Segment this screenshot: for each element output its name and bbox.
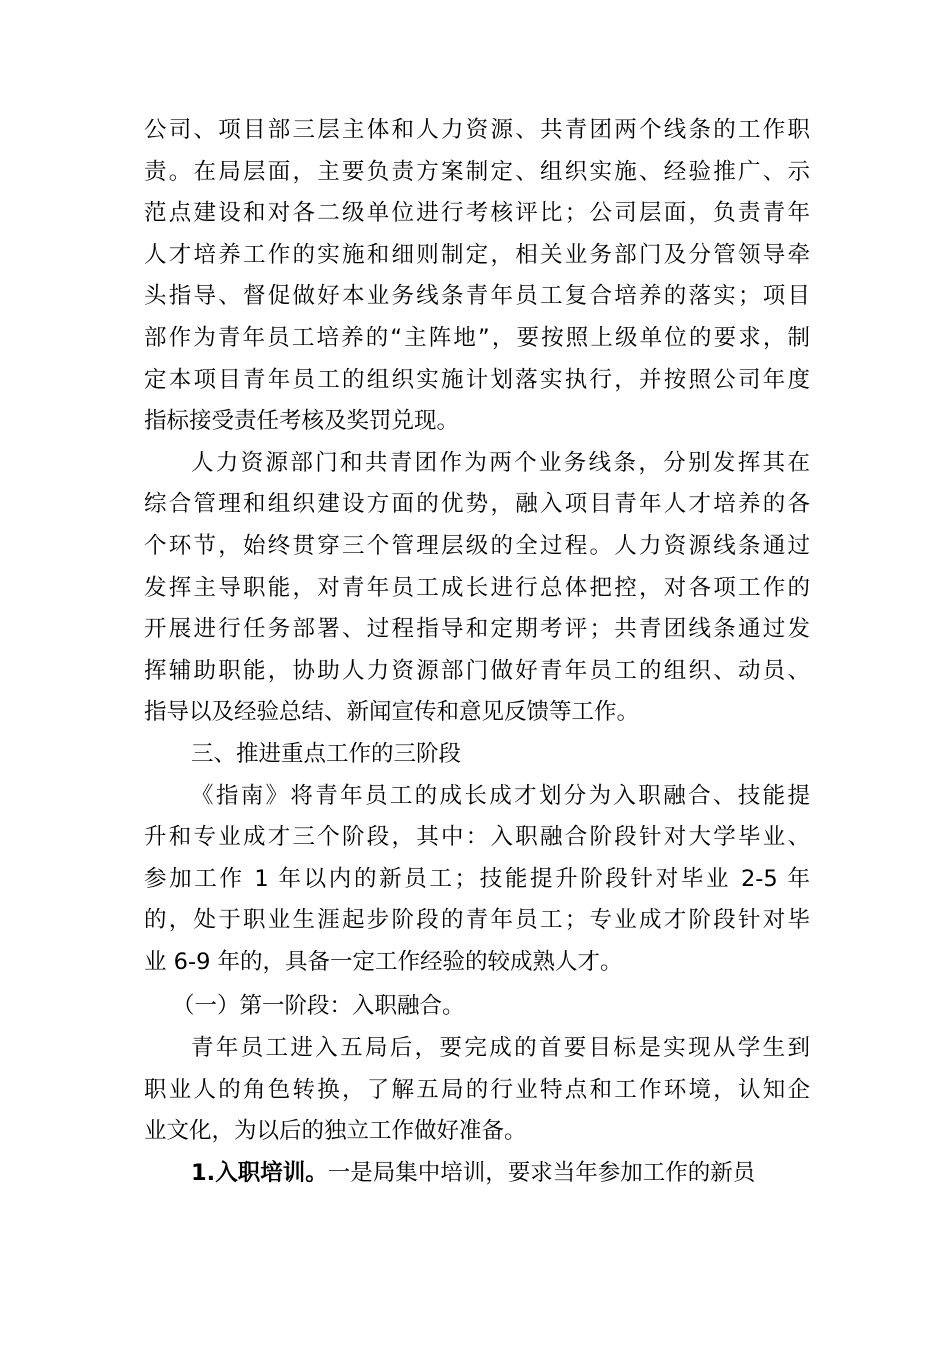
text-line: 青年员工进入五局后，要完成的首要目标是实现从学生到 (191, 1035, 810, 1062)
text-line: 参加工作 1 年以内的新员工；技能提升阶段针对毕业 2-5 年 (144, 865, 810, 892)
text-line: 公司、项目部三层主体和人力资源、共青团两个线条的工作职 (144, 117, 810, 143)
text-line: 综合管理和组织建设方面的优势，融入项目青年人才培养的各 (144, 491, 810, 518)
subsection-heading: （一）第一阶段：入职融合。 (172, 993, 465, 1020)
text-line: 开展进行任务部署、过程指导和定期考评；共青团线条通过发 (144, 616, 810, 643)
text-line: 指导以及经验总结、新闻宣传和意见反馈等工作。 (144, 699, 640, 726)
text-line: 定本项目青年员工的组织实施计划落实执行，并按照公司年度 (144, 366, 810, 393)
text-line: 个环节，始终贯穿三个管理层级的全过程。人力资源线条通过 (144, 532, 810, 559)
item-title: 1.入职培训。 (191, 1159, 328, 1186)
paragraph-2 (144, 443, 810, 734)
text-line: 人力资源部门和共青团作为两个业务线条，分别发挥其在 (191, 449, 810, 476)
text-line: 职业人的角色转换，了解五局的行业特点和工作环境，认知企 (144, 1076, 810, 1103)
text-line: 升和专业成才三个阶段，其中：入职融合阶段针对大学毕业、 (144, 824, 810, 851)
text-line: 的，处于职业生涯起步阶段的青年员工；专业成才阶段针对毕 (144, 907, 810, 934)
paragraph-5 (144, 1153, 810, 1195)
text-line: 业文化，为以后的独立工作做好准备。 (144, 1118, 527, 1145)
text-line: 范点建设和对各二级单位进行考核评比；公司层面，负责青年 (144, 200, 810, 227)
text-line: 部作为青年员工培养的“主阵地”，要按照上级单位的要求，制 (144, 324, 810, 351)
text-line: 业 6-9 年的，具备一定工作经验的较成熟人才。 (144, 948, 623, 975)
text-line: 发挥主导职能，对青年员工成长进行总体把控，对各项工作的 (144, 574, 810, 601)
paragraph-4 (144, 1028, 810, 1153)
item-text: 一是局集中培训，要求当年参加工作的新员 (327, 1159, 756, 1186)
text-line: 头指导、督促做好本业务线条青年员工复合培养的落实；项目 (144, 283, 810, 310)
text-line: 挥辅助职能，协助人力资源部门做好青年员工的组织、动员、 (144, 657, 810, 684)
text-line: 《指南》将青年员工的成长成才划分为入职融合、技能提 (191, 782, 810, 809)
section-heading: 三、推进重点工作的三阶段 (191, 740, 462, 767)
document-page (144, 110, 810, 1194)
text-line: 指标接受责任考核及奖罚兑现。 (144, 408, 460, 435)
paragraph-1 (144, 110, 810, 443)
text-line: 人才培养工作的实施和细则制定，相关业务部门及分管领导牵 (144, 241, 810, 268)
paragraph-3 (144, 776, 810, 984)
text-line: 责。在局层面，主要负责方案制定、组织实施、经验推广、示 (144, 158, 810, 185)
